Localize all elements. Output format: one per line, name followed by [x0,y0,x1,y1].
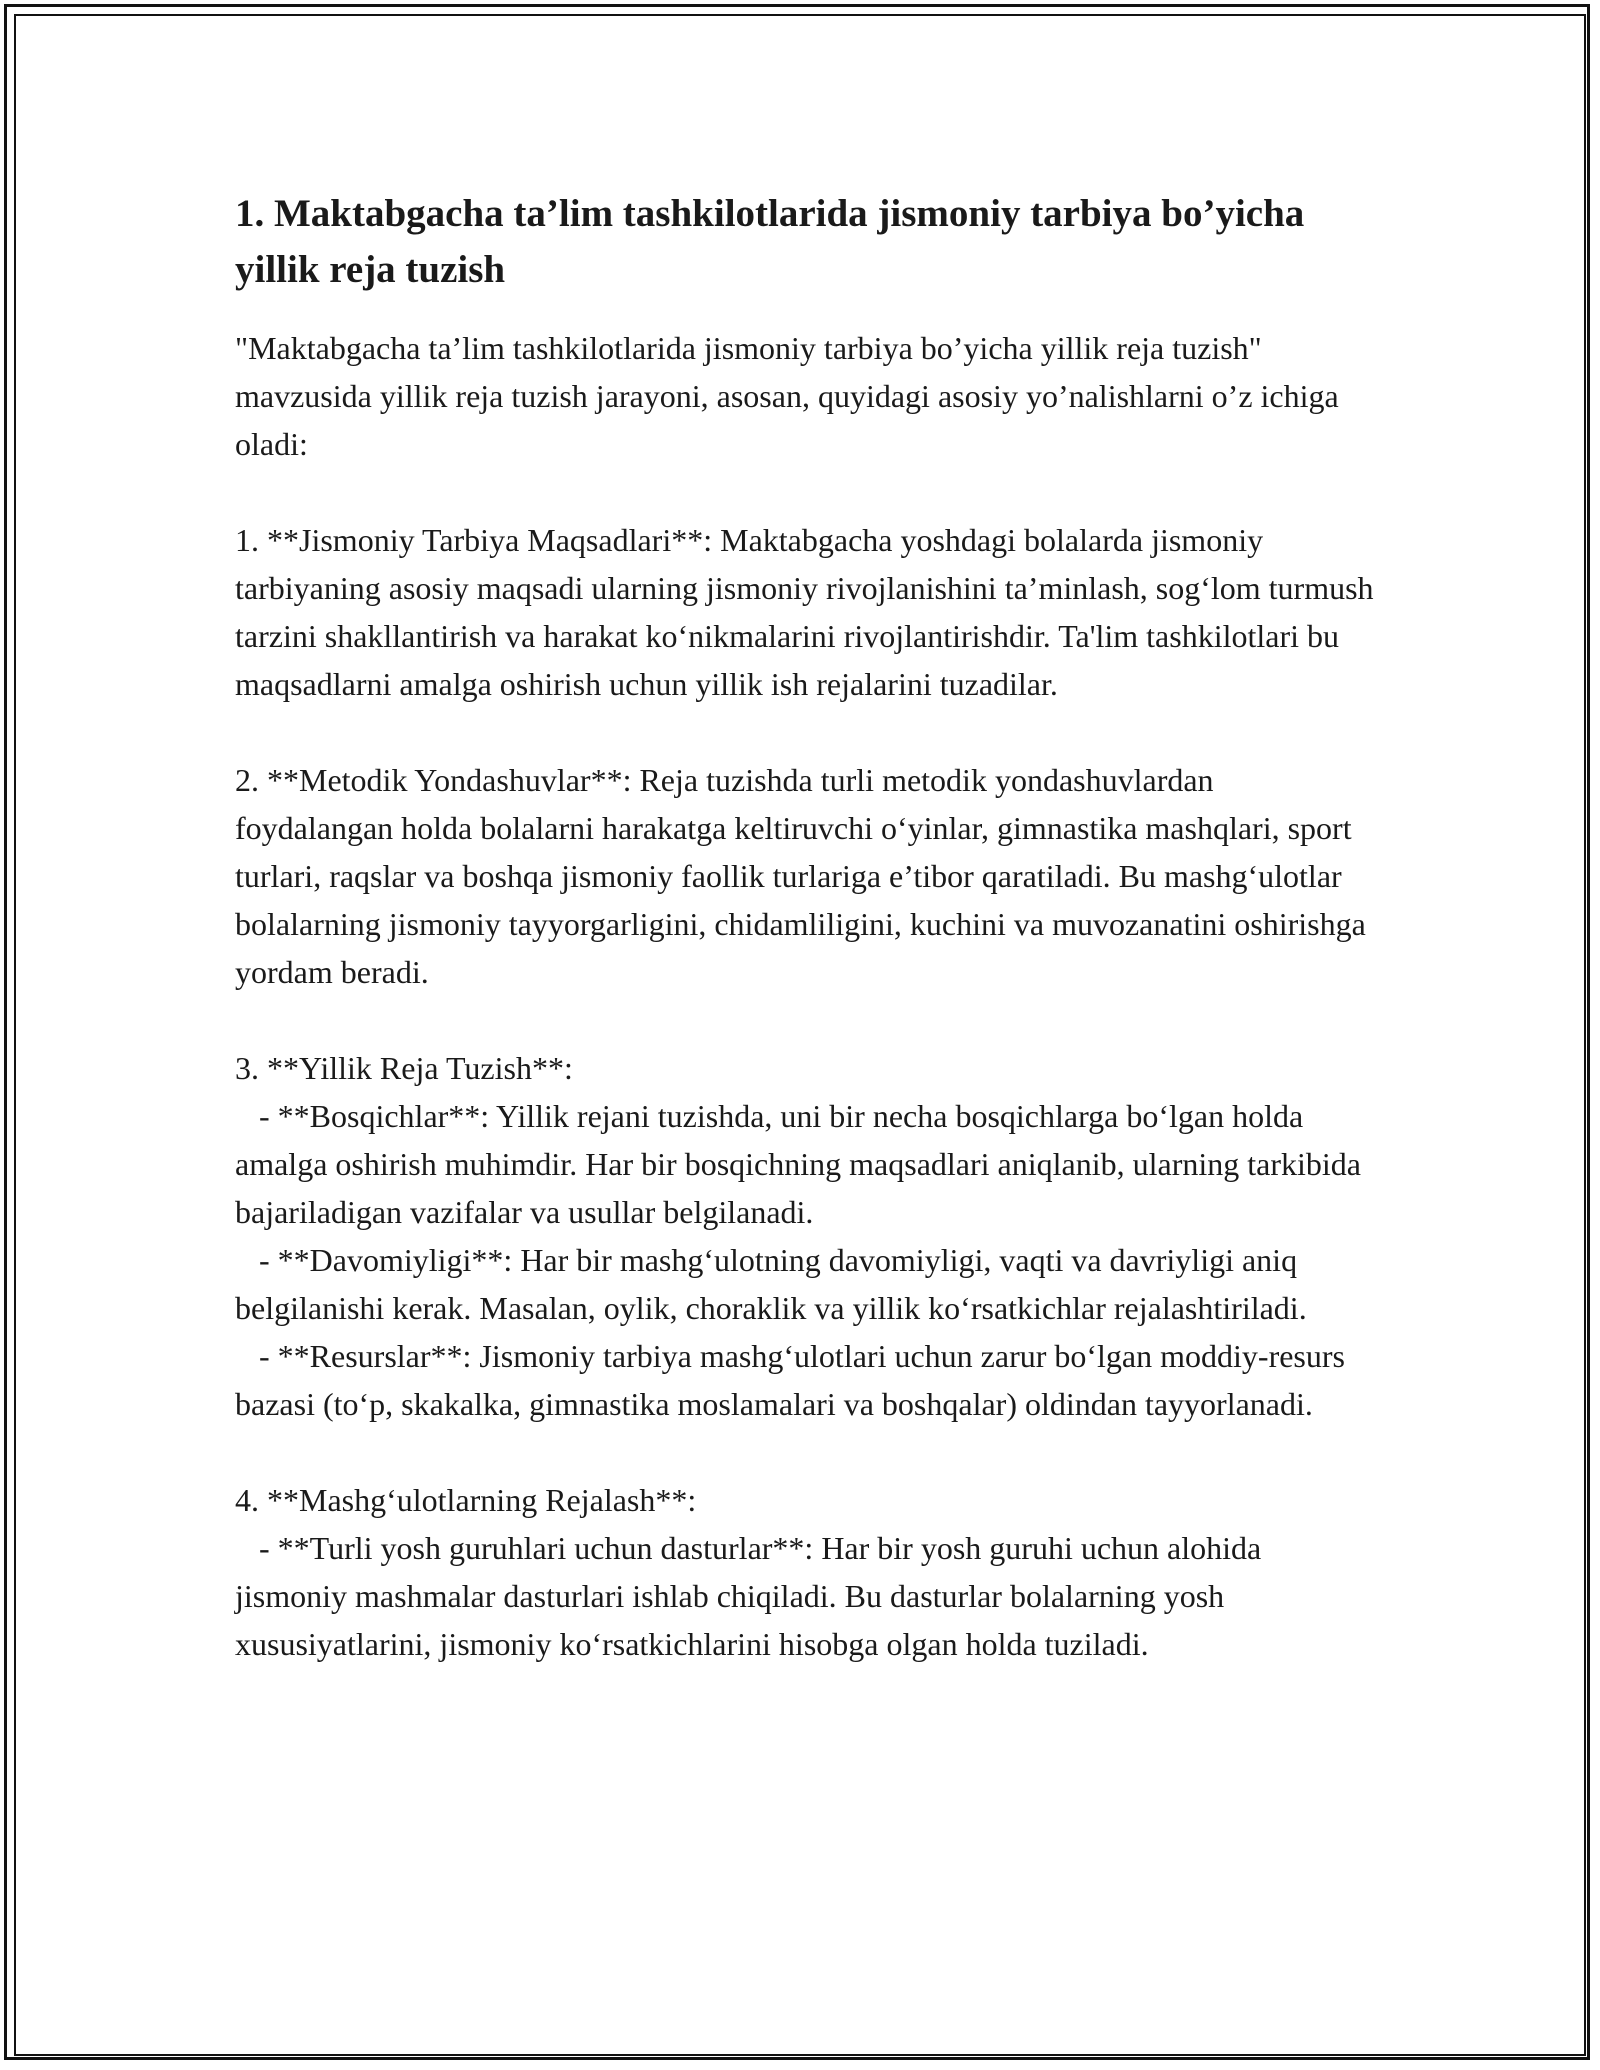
list-item-3-sub-resurslar: - **Resurslar**: Jismoniy tarbiya mashg‘ulotlari uchun zarur bo‘lgan moddiy-resurs bazasi (to‘p, skakalka, gimnastika moslamalari va boshqalar) oldindan tayyorlanadi. [235,1338,1353,1422]
document-title: 1. Maktabgacha ta’lim tashkilotlarida jismoniy tarbiya bo’yicha yillik reja tuzish [235,192,1305,291]
document-body [235,186,1382,1668]
paragraph-gap [235,1428,1375,1476]
list-item-3-sub-bosqichlar: - **Bosqichlar**: Yillik rejani tuzishda, uni bir necha bosqichlarga bo‘lgan holda amalga oshirish muhimdir. Har bir bosqichning maqsadlari aniqlanib, ularning tarkibida bajariladigan vazifalar va usullar belgilanadi. [235,1098,1369,1230]
list-item-4-heading: 4. **Mashg‘ulotlarning Rejalash**: [235,1482,697,1518]
paragraph-gap [235,708,1375,756]
paragraph-gap [235,468,1375,516]
paragraph-gap [235,996,1375,1044]
list-item-2: 2. **Metodik Yondashuvlar**: Reja tuzishda turli metodik yondashuvlardan foydalangan holda bolalarni harakatga keltiruvchi o‘yinlar, gimnastika mashqlari, sport turlari, raqslar va boshqa jismoniy faollik turlariga e’tibor qaratiladi. Bu mashg‘ulotlar bolalarning jismoniy tayyorgarligini, chidamliligini, kuchini va muvozanatini oshirishga yordam beradi. [235,762,1374,990]
list-item-1: 1. **Jismoniy Tarbiya Maqsadlari**: Maktabgacha yoshdagi bolalarda jismoniy tarbiyaning asosiy maqsadi ularning jismoniy rivojlanishini ta’minlash, sog‘lom turmush tarzini shakllantirish va harakat ko‘nikmalarini rivojlantirishdir. Ta'lim tashkilotlari bu maqsadlarni amalga oshirish uchun yillik ish rejalarini tuzadilar. [235,522,1382,702]
list-item-3-heading: 3. **Yillik Reja Tuzish**: [235,1050,573,1086]
intro-paragraph: "Maktabgacha ta’lim tashkilotlarida jismoniy tarbiya bo’yicha yillik reja tuzish" mavzusida yillik reja tuzish jarayoni, asosan, quyidagi asosiy yo’nalishlarni o’z ichiga oladi: [235,330,1347,462]
list-item-3-sub-davomiyligi: - **Davomiyligi**: Har bir mashg‘ulotning davomiyligi, vaqti va davriyligi aniq belgilanishi kerak. Masalan, oylik, choraklik va yillik ko‘rsatkichlar rejalashtiriladi. [235,1242,1307,1326]
list-item-4-sub-dasturlar: - **Turli yosh guruhlari uchun dasturlar**: Har bir yosh guruhi uchun alohida jismoniy mashmalar dasturlari ishlab chiqiladi. Bu dasturlar bolalarning yosh xususiyatlarini, jismoniy ko‘rsatkichlarini hisobga olgan holda tuziladi. [235,1530,1270,1662]
